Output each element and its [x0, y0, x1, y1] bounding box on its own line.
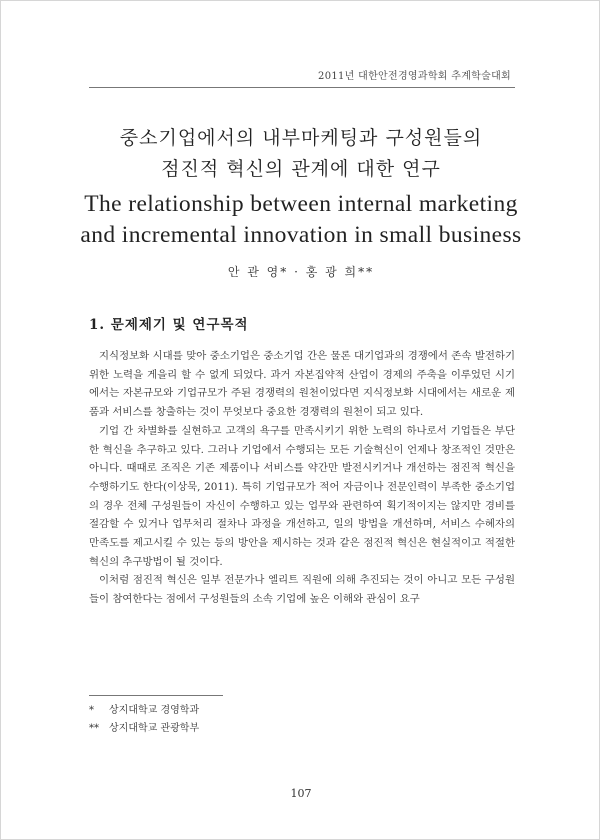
paragraph-3: 이처럼 점진적 혁신은 일부 전문가나 엘리트 직원에 의해 추진되는 것이 아니고 모든 구성원들이 참여한다는 점에서 구성원들의 소속 기업에 높은 이해와 관심이 요구: [89, 574, 515, 606]
title-english-line-1: The relationship between internal marketing: [84, 191, 518, 217]
authors: 안 관 영* · 홍 광 희**: [227, 265, 375, 279]
footnote-2: [89, 720, 199, 738]
footnote-rule: [89, 695, 223, 696]
paragraph-2: 기업 간 차별화를 실현하고 고객의 욕구를 만족시키기 위한 노력의 하나로서 기업들은 부단한 혁신을 추구하고 있다. 그러나 기업에서 수행되는 모든 기술혁신이 언제나 창조적인 것만은 아니다. 때때로 조직은 기존 제품이나 서비스를 약간만 발전시키거나 개선하는 점진적 혁신을 수행하기도 한다(이상묵, 2011). 특히 기업규모가 적어 자금이나 전문인력이 부족한 중소기업의 경우 전체 구성원들이 자신이 수행하고 있는 업무와 관련하여 획기적이지는 않지만 경비를 절감할 수 있거나 업무처리 절차나 과정을 개선하고, 일의 방법을 개선하며, 서비스 수혜자의 만족도를 제고시킬 수 있는 등의 방안을 제시하는 것과 같은 점진적 혁신은 현실적이고 적절한 혁신의 추구방법이 될 것이다.: [89, 424, 515, 568]
running-header: 2011년 대한안전경영과학회 추계학술대회: [318, 71, 511, 82]
title-block: [1, 123, 600, 251]
page-number: 107: [290, 787, 312, 800]
section-heading: 1. 문제제기 및 연구목적: [89, 317, 249, 333]
footnotes: [89, 702, 199, 738]
footnote-1: [89, 702, 199, 720]
header-rule: [89, 87, 515, 88]
footnote-mark: **: [89, 723, 99, 734]
title-english-line-2: and incremental innovation in small business: [80, 222, 522, 248]
title-korean-line-1: 중소기업에서의 내부마케팅과 구성원들의: [119, 127, 483, 149]
paragraph-1: 지식정보화 시대를 맞아 중소기업은 중소기업 간은 물론 대기업과의 경쟁에서 존속 발전하기 위한 노력을 게을리 할 수 없게 되었다. 과거 자본집약적 산업이 경제의 주축을 이루었던 시기에서는 자본규모와 기업규모가 주된 경쟁력의 원천이었다면 지식정보화 시대에서는 새로운 제품과 서비스를 창출하는 것이 무엇보다 중요한 경쟁력의 원천이 되고 있다.: [89, 350, 515, 419]
footnote-mark: *: [89, 705, 94, 716]
footnote-text: 상지대학교 경영학과: [109, 705, 200, 716]
footnote-text: 상지대학교 관광학부: [109, 723, 200, 734]
title-korean-line-2: 점진적 혁신의 관계에 대한 연구: [161, 158, 441, 180]
body-text: [89, 347, 515, 609]
